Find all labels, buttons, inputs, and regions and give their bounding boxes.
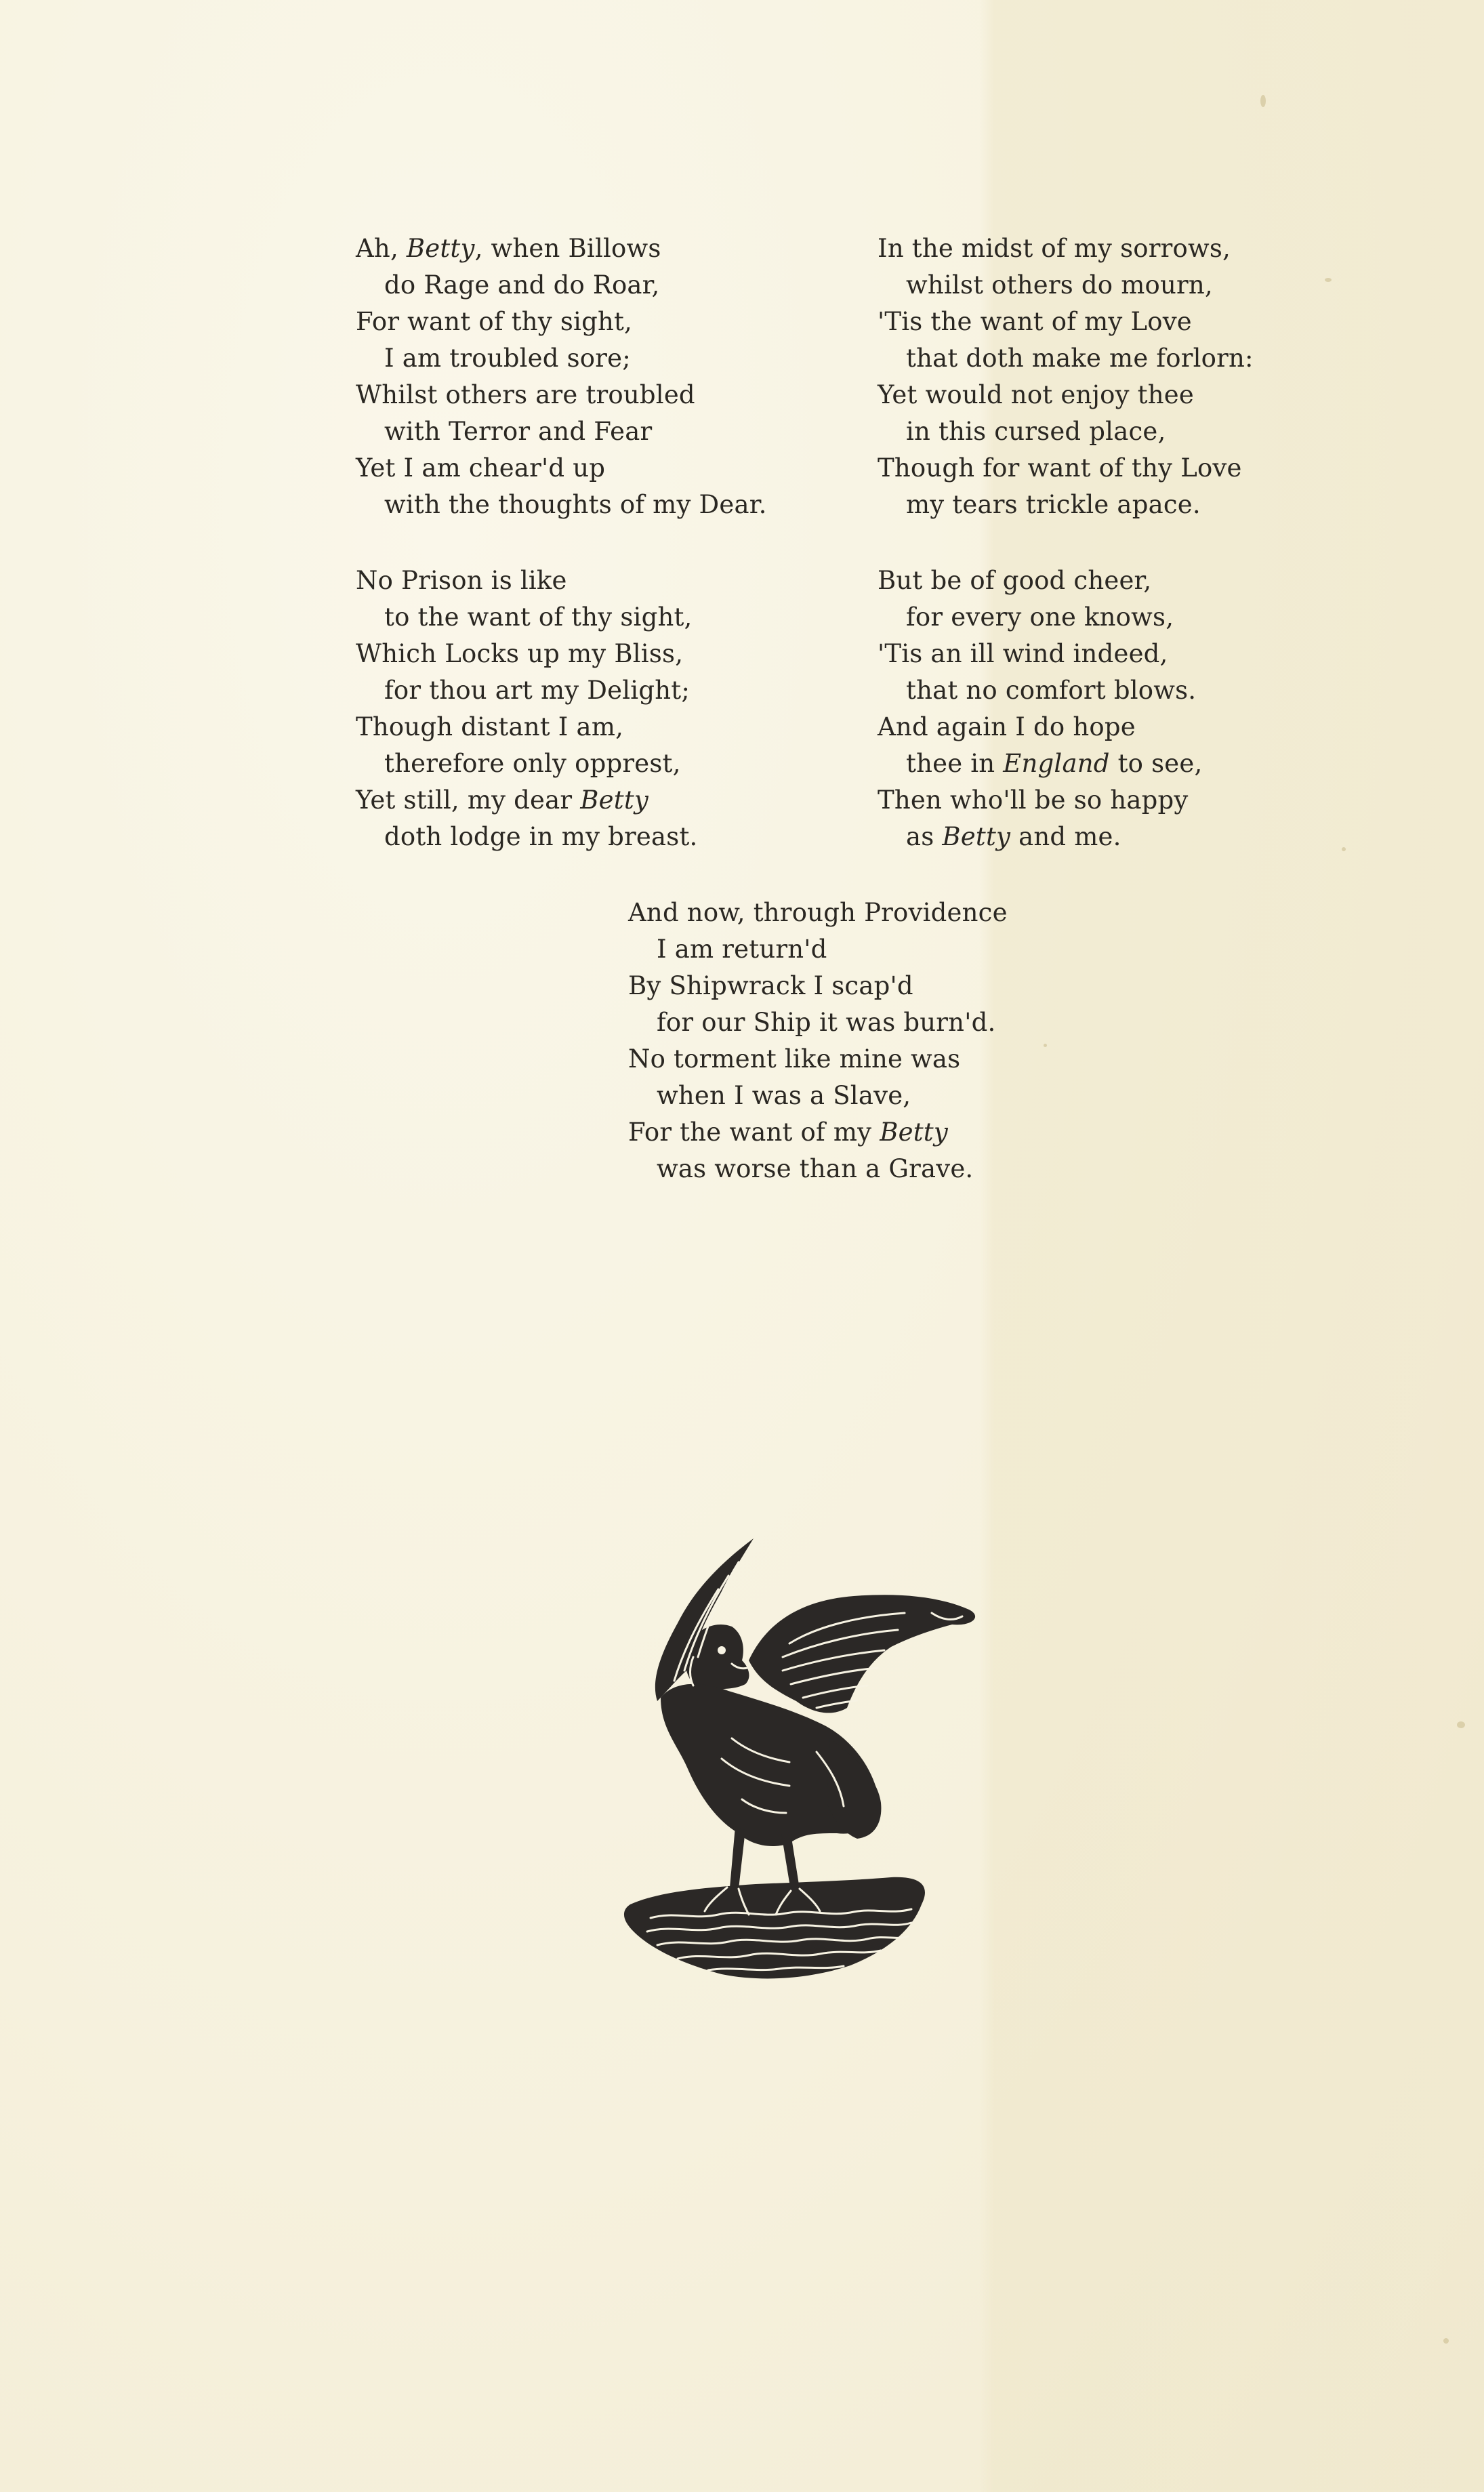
poem-line-text: was worse than a Grave. (657, 1154, 974, 1183)
poem-line-text: Which Locks up my Bliss, (356, 639, 684, 668)
poem-line (356, 413, 767, 450)
paper-speck (1342, 847, 1346, 851)
poem-line-text: Yet I am chear'd up (356, 453, 606, 483)
poem-line (356, 267, 767, 304)
poem-line (628, 895, 1008, 931)
paper-speck (1443, 2338, 1449, 2344)
poem-line-text: and me. (1010, 822, 1121, 851)
poem-line (356, 636, 697, 672)
poem-stanza (356, 563, 697, 855)
poem-line-text: that no comfort blows. (906, 676, 1197, 705)
poem-line-text: By Shipwrack I scap'd (628, 971, 913, 1000)
poem-line (628, 1114, 1008, 1151)
poem-line (878, 487, 1254, 523)
poem-line-text: No torment like mine was (628, 1044, 961, 1074)
poem-line-text: for every one knows, (906, 602, 1174, 632)
poem-line (356, 745, 697, 782)
poem-line (878, 267, 1254, 304)
paper-speck (1325, 278, 1332, 282)
poem-line-text: whilst others do mourn, (906, 270, 1213, 300)
poem-line-text: And now, through Providence (628, 898, 1008, 927)
poem-line (356, 672, 697, 709)
poem-line (356, 709, 697, 745)
poem-line (628, 931, 1008, 968)
poem-line (878, 563, 1202, 599)
poem-line (878, 819, 1202, 855)
poem-line (878, 782, 1202, 819)
poem-line-text: in this cursed place, (906, 417, 1166, 446)
poem-line (878, 450, 1254, 487)
poem-line-text: for thou art my Delight; (384, 676, 690, 705)
poem-line (628, 1151, 1008, 1187)
poem-line-text: No Prison is like (356, 566, 567, 595)
paper-speck (1260, 95, 1266, 107)
poem-line-text: For want of thy sight, (356, 307, 633, 336)
poem-line-italic-text: Betty (942, 822, 1011, 851)
poem-line (878, 672, 1202, 709)
poem-line (878, 413, 1254, 450)
poem-line-text: that doth make me forlorn: (906, 344, 1254, 373)
poem-line (356, 487, 767, 523)
poem-line-italic-text: Betty (406, 234, 475, 263)
poem-line (356, 819, 697, 855)
poem-line-text: Whilst others are troubled (356, 380, 695, 409)
poem-line-text: , when Billows (474, 234, 661, 263)
poem-line (356, 230, 767, 267)
poem-line (628, 1004, 1008, 1041)
poem-stanza (878, 563, 1202, 855)
poem-line-text: as (906, 822, 943, 851)
poem-line-text: Ah, (356, 234, 407, 263)
poem-line-text: doth lodge in my breast. (384, 822, 698, 851)
poem-line (628, 1041, 1008, 1078)
poem-line-text: with the thoughts of my Dear. (384, 490, 767, 519)
poem-line (878, 377, 1254, 413)
poem-line-text: thee in (906, 749, 1004, 778)
poem-line (356, 599, 697, 636)
poem-line-text: therefore only opprest, (384, 749, 681, 778)
poem-line (878, 599, 1202, 636)
poem-line-text: to the want of thy sight, (384, 602, 693, 632)
poem-stanza (628, 895, 1008, 1187)
poem-line-text: to see, (1109, 749, 1203, 778)
poem-line (356, 304, 767, 340)
poem-line (356, 450, 767, 487)
poem-line-text: Though for want of thy Love (878, 453, 1242, 483)
poem-line (878, 745, 1202, 782)
poem-line-italic-text: Betty (880, 1118, 948, 1147)
poem-line-text: And again I do hope (878, 712, 1136, 741)
poem-line (628, 968, 1008, 1004)
poem-line (356, 340, 767, 377)
poem-line-text: Yet would not enjoy thee (878, 380, 1194, 409)
poem-line-text: when I was a Slave, (657, 1081, 911, 1110)
poem-line-text: In the midst of my sorrows, (878, 234, 1231, 263)
poem-line (356, 563, 697, 599)
poem-line-text: 'Tis the want of my Love (878, 307, 1192, 336)
poem-line-text: Though distant I am, (356, 712, 624, 741)
poem-line (878, 636, 1202, 672)
poem-line-italic-text: Betty (580, 785, 648, 815)
poem-line (356, 782, 697, 819)
paper-speck (1457, 1721, 1465, 1728)
poem-line-text: my tears trickle apace. (906, 490, 1201, 519)
bird-woodcut-illustration (613, 1535, 1013, 2003)
poem-line-text: do Rage and do Roar, (384, 270, 660, 300)
poem-line-italic-text: England (1003, 749, 1110, 778)
poem-line (878, 709, 1202, 745)
poem-line-text: 'Tis an ill wind indeed, (878, 639, 1168, 668)
poem-stanza (878, 230, 1254, 523)
poem-line (878, 230, 1254, 267)
poem-line-text: Yet still, my dear (356, 785, 581, 815)
poem-stanza (356, 230, 767, 523)
poem-line-text: I am troubled sore; (384, 344, 631, 373)
poem-line (878, 340, 1254, 377)
poem-line-text: for our Ship it was burn'd. (657, 1008, 996, 1037)
paper-speck (1044, 1044, 1047, 1047)
poem-line-text: But be of good cheer, (878, 566, 1152, 595)
poem-line (628, 1078, 1008, 1114)
poem-line-text: with Terror and Fear (384, 417, 653, 446)
poem-line-text: I am return'd (657, 935, 827, 964)
poem-line (356, 377, 767, 413)
poem-line (878, 304, 1254, 340)
poem-line-text: For the want of my (628, 1118, 880, 1147)
poem-line-text: Then who'll be so happy (878, 785, 1189, 815)
